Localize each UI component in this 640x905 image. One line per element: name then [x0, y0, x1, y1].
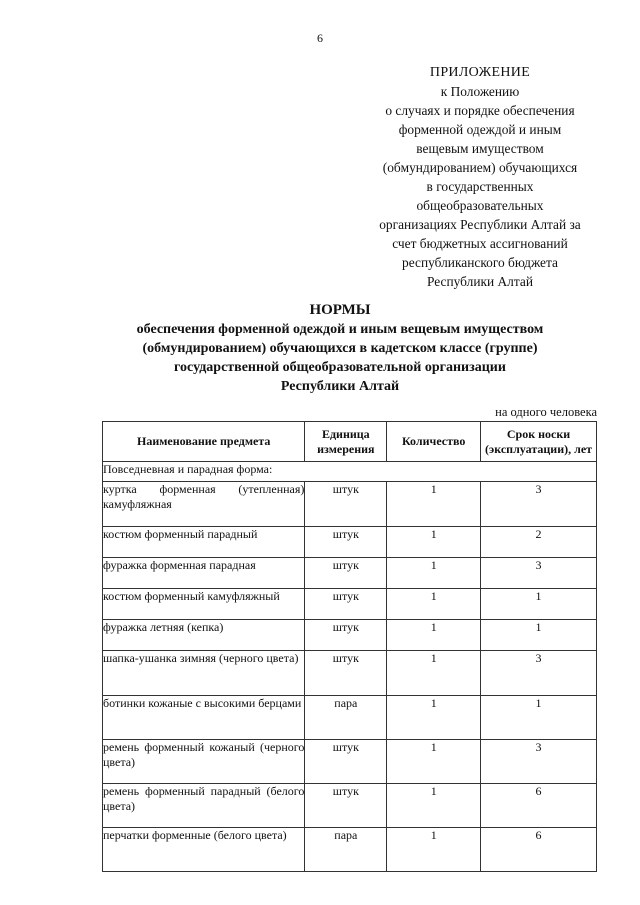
- header-term-line: (эксплуатации), лет: [485, 441, 593, 456]
- table-row: [103, 651, 597, 696]
- item-name: костюм форменный парадный: [103, 527, 305, 558]
- item-quantity: 1: [387, 784, 481, 828]
- document-heading: [60, 301, 620, 396]
- item-quantity: 1: [387, 482, 481, 527]
- table-row: [103, 784, 597, 828]
- item-unit: штук: [305, 740, 387, 784]
- header-term-line: Срок носки: [506, 426, 571, 441]
- table-row: [103, 696, 597, 740]
- table-header-row: [103, 422, 597, 462]
- section-label: Повседневная и парадная форма:: [103, 462, 597, 482]
- item-unit: штук: [305, 784, 387, 828]
- item-term: 3: [481, 651, 597, 696]
- table-row: [103, 527, 597, 558]
- appendix-title: ПРИЛОЖЕНИЕ: [429, 65, 531, 80]
- item-term: 6: [481, 784, 597, 828]
- header-unit: [305, 422, 387, 462]
- item-name: фуражка форменная парадная: [103, 558, 305, 589]
- item-term: 3: [481, 740, 597, 784]
- item-unit: штук: [305, 620, 387, 651]
- header-unit-line: измерения: [317, 441, 375, 456]
- item-name: перчатки форменные (белого цвета): [103, 828, 305, 872]
- heading-line: Республики Алтай: [280, 379, 400, 394]
- item-name: ремень форменный кожаный (черного цвета): [103, 740, 305, 784]
- item-quantity: 1: [387, 651, 481, 696]
- item-name: костюм форменный камуфляжный: [103, 589, 305, 620]
- appendix-line: (обмундированием) обучающихся: [382, 160, 578, 175]
- item-quantity: 1: [387, 620, 481, 651]
- item-quantity: 1: [387, 828, 481, 872]
- table-row: [103, 589, 597, 620]
- header-quantity: Количество: [387, 422, 481, 462]
- item-name: ремень форменный парадный (белого цвета): [103, 784, 305, 828]
- header-item-name: Наименование предмета: [103, 422, 305, 462]
- item-unit: штук: [305, 558, 387, 589]
- appendix-line: общеобразовательных: [416, 198, 544, 213]
- page-number: 6: [317, 31, 323, 45]
- item-quantity: 1: [387, 696, 481, 740]
- item-quantity: 1: [387, 527, 481, 558]
- appendix-line: в государственных: [426, 179, 534, 194]
- item-name: шапка-ушанка зимняя (черного цвета): [103, 651, 305, 696]
- item-term: 2: [481, 527, 597, 558]
- item-quantity: 1: [387, 740, 481, 784]
- heading-title: НОРМЫ: [309, 302, 371, 318]
- item-name: фуражка летняя (кепка): [103, 620, 305, 651]
- table-row: [103, 740, 597, 784]
- item-term: 1: [481, 620, 597, 651]
- section-row: [103, 462, 597, 482]
- item-name: ботинки кожаные с высокими берцами: [103, 696, 305, 740]
- appendix-line: вещевым имуществом: [416, 141, 544, 156]
- item-unit: штук: [305, 651, 387, 696]
- table-row: [103, 558, 597, 589]
- item-term: 1: [481, 696, 597, 740]
- norms-table: [102, 421, 597, 872]
- per-person-note: на одного человека: [495, 405, 597, 419]
- appendix-line: счет бюджетных ассигнований: [392, 236, 568, 251]
- item-term: 1: [481, 589, 597, 620]
- appendix-line: Республики Алтай: [426, 274, 533, 289]
- item-unit: штук: [305, 482, 387, 527]
- item-unit: пара: [305, 696, 387, 740]
- header-term: [481, 422, 597, 462]
- appendix-line: о случаях и порядке обеспечения: [385, 103, 575, 118]
- table-row: [103, 482, 597, 527]
- appendix-line: республиканского бюджета: [402, 255, 558, 270]
- appendix-line: к Положению: [440, 84, 520, 99]
- heading-line: государственной общеобразовательной организации: [174, 360, 506, 375]
- header-unit-line: Единица: [321, 426, 370, 441]
- item-term: 3: [481, 558, 597, 589]
- item-term: 6: [481, 828, 597, 872]
- item-quantity: 1: [387, 558, 481, 589]
- heading-line: обеспечения форменной одеждой и иным вещевым имуществом: [136, 322, 544, 337]
- item-unit: штук: [305, 527, 387, 558]
- appendix-line: организациях Республики Алтай за: [379, 217, 581, 232]
- item-unit: штук: [305, 589, 387, 620]
- table-row: [103, 828, 597, 872]
- appendix-block: [360, 63, 600, 291]
- appendix-line: форменной одеждой и иным: [398, 122, 562, 137]
- heading-line: (обмундированием) обучающихся в кадетском классе (группе): [142, 341, 538, 356]
- item-unit: пара: [305, 828, 387, 872]
- item-term: 3: [481, 482, 597, 527]
- table-row: [103, 620, 597, 651]
- item-quantity: 1: [387, 589, 481, 620]
- item-name: куртка форменная (утепленная) камуфляжная: [103, 482, 305, 527]
